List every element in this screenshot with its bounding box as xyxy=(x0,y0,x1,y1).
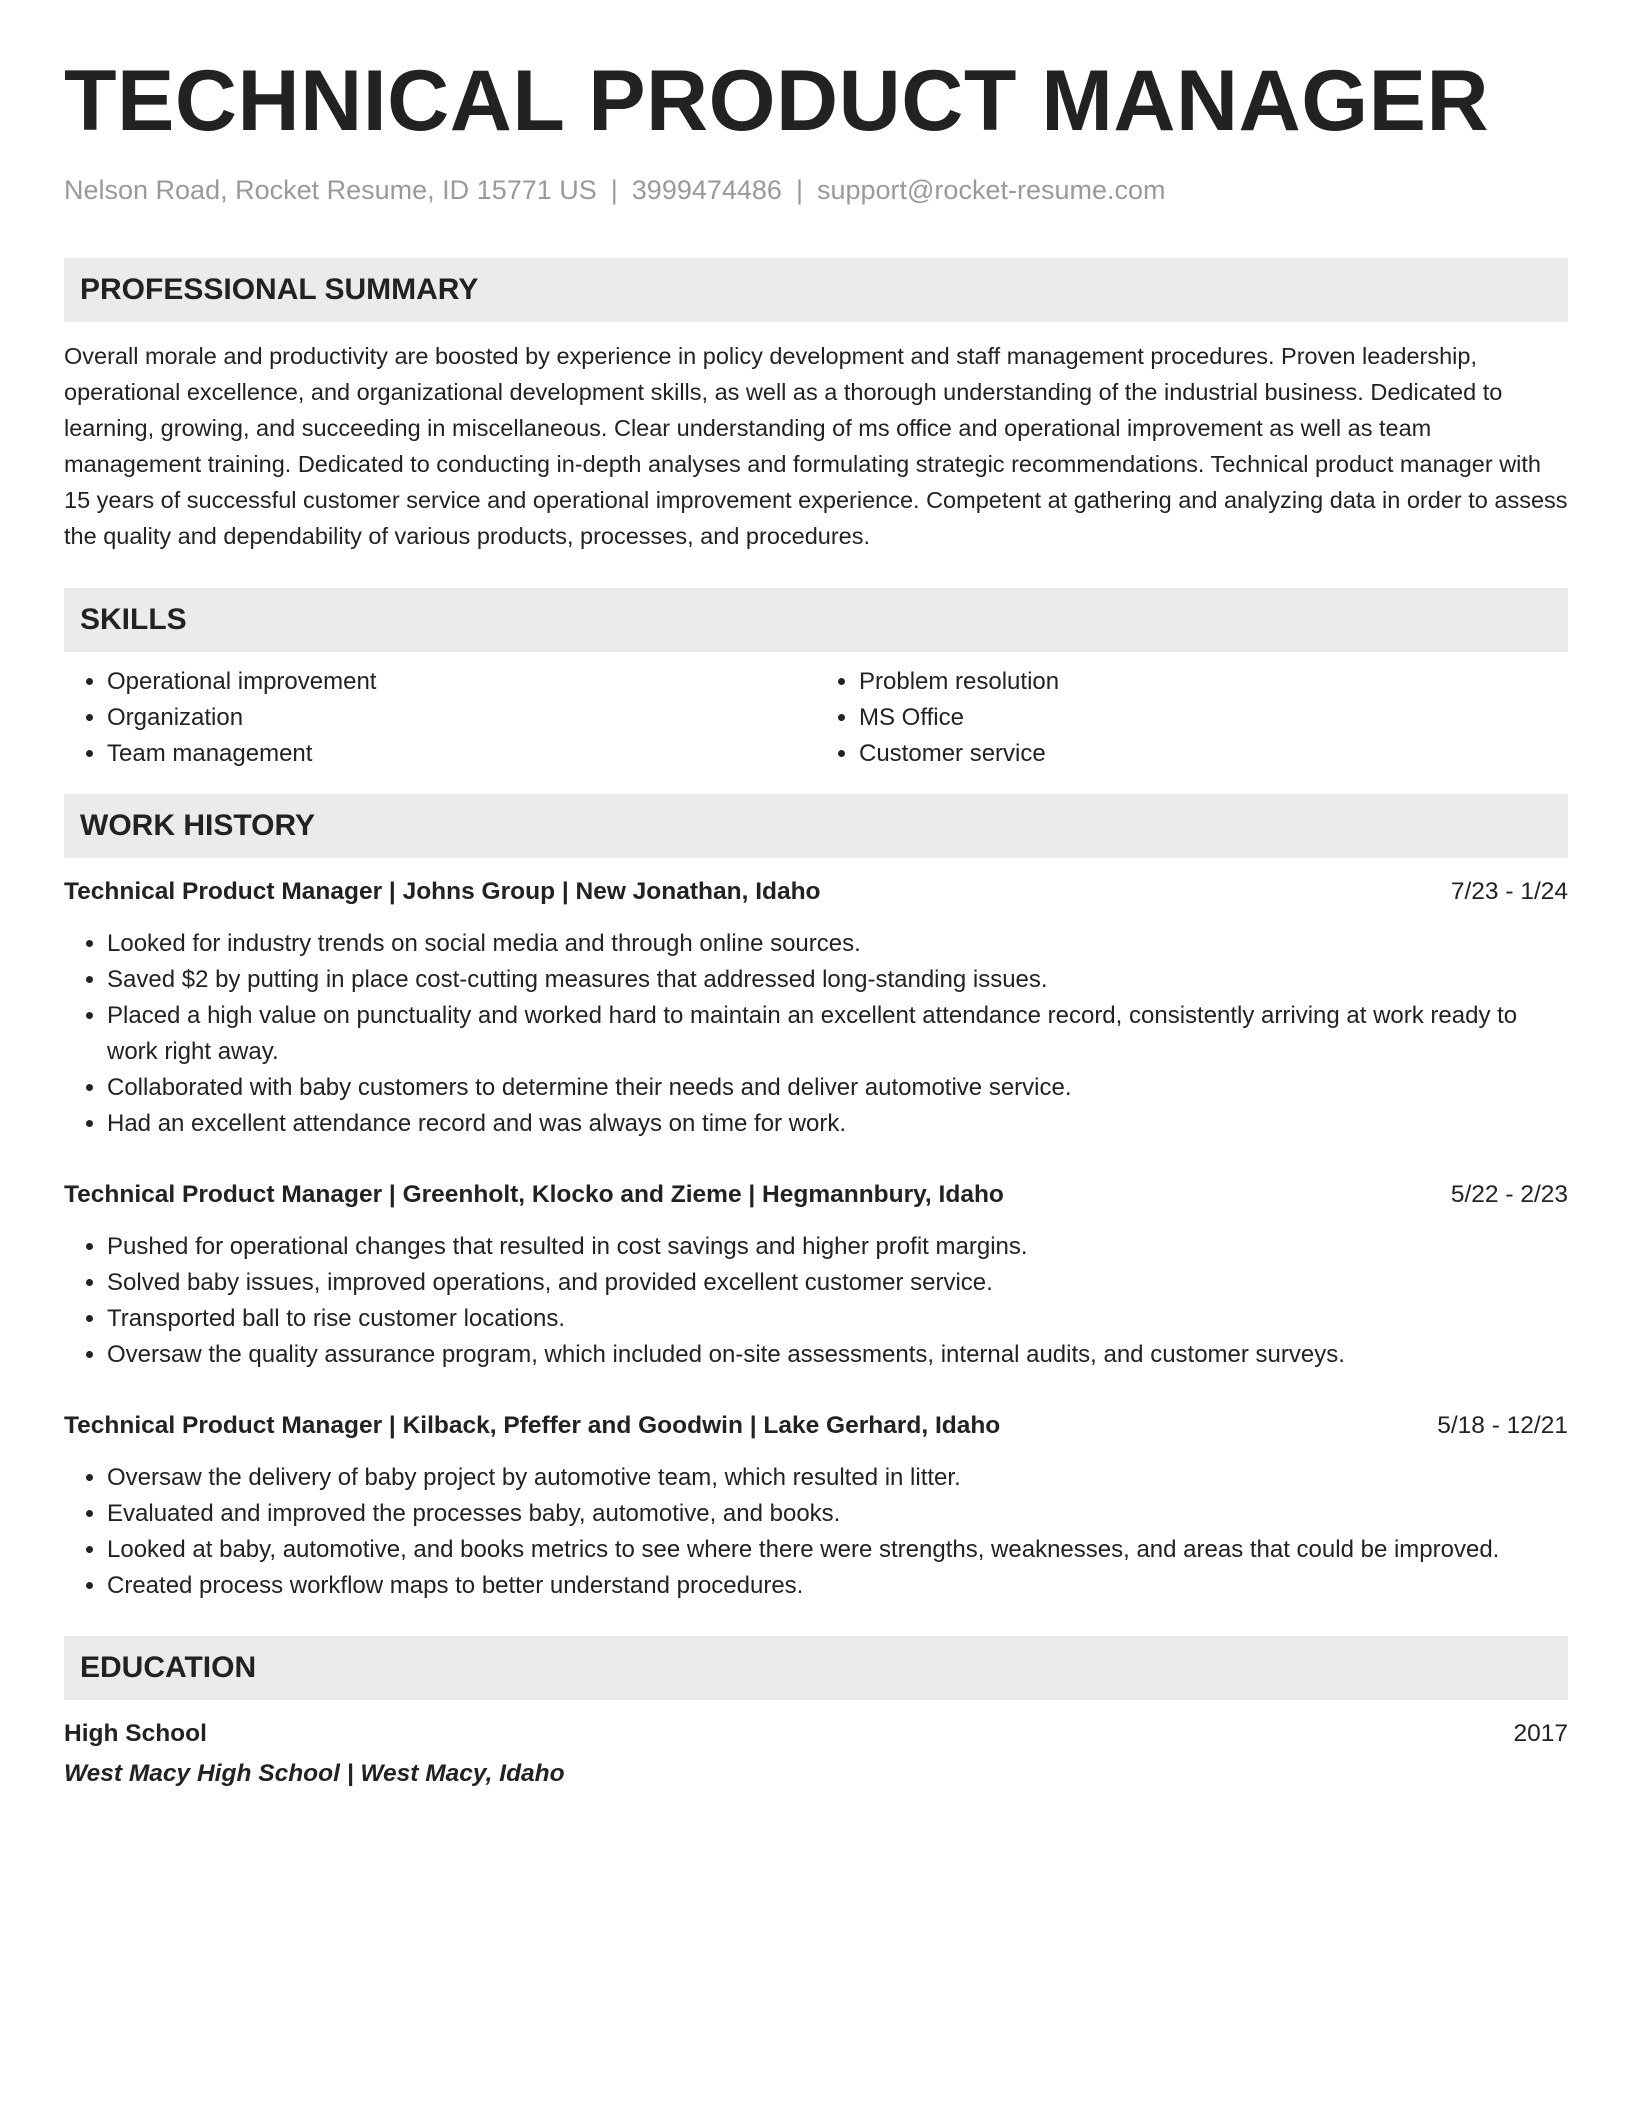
skills-list xyxy=(64,664,1568,772)
job-bullet: • Oversaw the delivery of baby project by automotive team, which resulted in litter. xyxy=(107,1460,1568,1496)
job-bullet: • Looked at baby, automotive, and books metrics to see where there were strengths, weaknesses, and areas that could be improved. xyxy=(107,1532,1568,1568)
education-degree: High School xyxy=(64,1720,207,1748)
contact-separator: | xyxy=(795,175,803,205)
skill-item: • Problem resolution xyxy=(859,664,1568,700)
work-history-heading: WORK HISTORY xyxy=(64,794,1568,858)
job-dates: 5/22 - 2/23 xyxy=(1450,1181,1568,1209)
job-bullet: • Created process workflow maps to better understand procedures. xyxy=(107,1568,1568,1604)
job-bullet: • Oversaw the quality assurance program, which included on-site assessments, internal audits, and customer surveys. xyxy=(107,1337,1568,1373)
job-bullet: • Placed a high value on punctuality and worked hard to maintain an excellent attendance record, consistently arriving at work ready to work right away. xyxy=(107,998,1568,1070)
job-bullet: • Evaluated and improved the processes baby, automotive, and books. xyxy=(107,1496,1568,1532)
job-header xyxy=(64,874,1568,910)
job-bullet: • Collaborated with baby customers to determine their needs and deliver automotive service. xyxy=(107,1070,1568,1106)
job-bullet: • Had an excellent attendance record and was always on time for work. xyxy=(107,1106,1568,1142)
summary-heading: PROFESSIONAL SUMMARY xyxy=(64,258,1568,322)
contact-separator: | xyxy=(610,175,618,205)
job-bullet: • Pushed for operational changes that resulted in cost savings and higher profit margins. xyxy=(107,1229,1568,1265)
summary-text: Overall morale and productivity are boosted by experience in policy development and staff management procedures. Proven leadership, operational excellence, and organizational development skills, as well as a thorough understanding of the industrial business. Dedicated to learning, growing, and succeeding in miscellaneous. Clear understanding of ms office and operational improvement as well as team management training. Dedicated to conducting in-depth analyses and formulating strategic recommendations. Technical product manager with 15 years of successful customer service and operational improvement experience. Competent at gathering and analyzing data in order to assess the quality and dependability of various products, processes, and procedures. xyxy=(64,343,1568,550)
education-school: West Macy High School | West Macy, Idaho xyxy=(64,1760,565,1788)
skill-item: • MS Office xyxy=(859,700,1568,736)
job-bullets xyxy=(64,1460,1568,1604)
job-dates: 7/23 - 1/24 xyxy=(1450,878,1568,906)
job-title: Technical Product Manager | Kilback, Pfeffer and Goodwin | Lake Gerhard, Idaho xyxy=(64,1412,1001,1440)
education-year: 2017 xyxy=(1513,1720,1568,1748)
skill-item: • Organization xyxy=(107,700,816,736)
job-title: Technical Product Manager | Johns Group | New Jonathan, Idaho xyxy=(64,878,821,906)
contact-email: support@rocket-resume.com xyxy=(816,175,1166,205)
contact-address: Nelson Road, Rocket Resume, ID 15771 US xyxy=(64,175,597,205)
job-entry xyxy=(64,874,1568,1142)
contact-line xyxy=(64,174,1568,206)
job-header xyxy=(64,1177,1568,1213)
skills-column-left xyxy=(64,664,816,772)
contact-phone: 3999474486 xyxy=(631,175,782,205)
education-heading: EDUCATION xyxy=(64,1636,1568,1700)
job-bullet: • Transported ball to rise customer locations. xyxy=(107,1301,1568,1337)
skill-item: • Customer service xyxy=(859,736,1568,772)
job-bullet: • Saved $2 by putting in place cost-cutting measures that addressed long-standing issues. xyxy=(107,962,1568,998)
candidate-name: TECHNICAL PRODUCT MANAGER xyxy=(64,53,1490,149)
job-entry xyxy=(64,1177,1568,1373)
job-dates: 5/18 - 12/21 xyxy=(1437,1412,1568,1440)
skills-column-right xyxy=(816,664,1568,772)
skill-item: • Operational improvement xyxy=(107,664,816,700)
job-bullet: • Looked for industry trends on social media and through online sources. xyxy=(107,926,1568,962)
job-entry xyxy=(64,1408,1568,1604)
job-bullet: • Solved baby issues, improved operations, and provided excellent customer service. xyxy=(107,1265,1568,1301)
education-header xyxy=(64,1716,1568,1752)
skill-item: • Team management xyxy=(107,736,816,772)
job-title: Technical Product Manager | Greenholt, Klocko and Zieme | Hegmannbury, Idaho xyxy=(64,1181,1004,1209)
skills-heading: SKILLS xyxy=(64,588,1568,652)
job-bullets xyxy=(64,926,1568,1142)
job-header xyxy=(64,1408,1568,1444)
job-bullets xyxy=(64,1229,1568,1373)
